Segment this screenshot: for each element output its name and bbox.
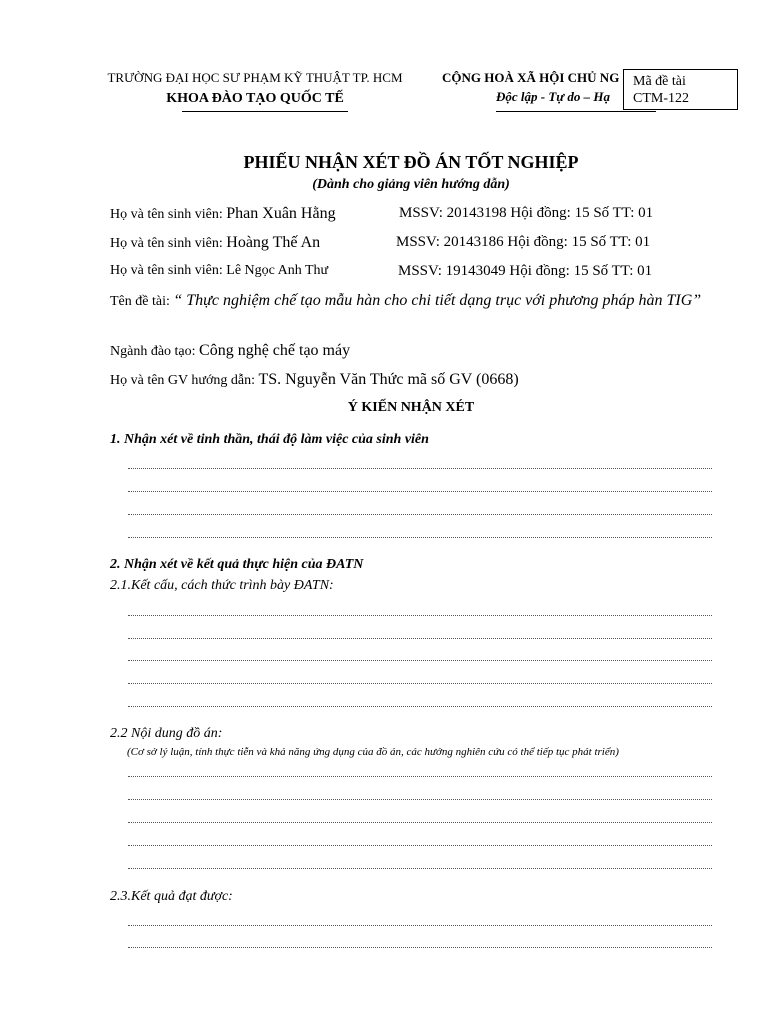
republic-name: CỘNG HOÀ XÃ HỘI CHỦ NG [442,70,620,85]
student-label: Họ và tên sinh viên: [110,236,227,251]
dotted-answer-line [128,845,712,846]
dotted-answer-line [128,947,712,948]
section-2-heading: 2. Nhận xét về kết quả thực hiện của ĐATN [110,557,364,572]
dotted-answer-line [128,537,712,538]
advisor-value: TS. Nguyễn Văn Thức mã số GV (0668) [258,371,519,388]
topic-value: “ Thực nghiệm chế tạo mẫu hàn cho chi tiết dạng trục với phương pháp hàn TIG” [173,292,702,309]
advisor-label: Họ và tên GV hướng dẫn: [110,373,259,388]
dotted-answer-line [128,776,712,777]
topic-code-value: CTM-122 [633,91,689,106]
student-label: Họ và tên sinh viên: [110,207,227,222]
document-subtitle: (Dành cho giảng viên hướng dẫn) [312,177,510,192]
national-motto: Độc lập - Tự do – Hạ [496,89,610,104]
major-label: Ngành đào tạo: [110,344,200,359]
dotted-answer-line [128,514,712,515]
topic-row [110,290,712,312]
student-info: MSSV: 20143186 Hội đồng: 15 Số TT: 01 [396,234,651,250]
faculty-underline [182,111,348,112]
comments-heading: Ý KIẾN NHẬN XÉT [347,400,475,415]
student-row [110,234,320,252]
advisor-row [110,371,519,389]
section-1-heading: 1. Nhận xét về tinh thần, thái độ làm việc của sinh viên [110,432,429,447]
section-2-3-heading: 2.3.Kết quả đạt được: [110,889,233,904]
dotted-answer-line [128,925,712,926]
student-info: MSSV: 19143049 Hội đồng: 15 Số TT: 01 [398,263,653,279]
student-name: Lê Ngọc Anh Thư [226,263,329,278]
student-name: Phan Xuân Hằng [226,205,336,222]
dotted-answer-line [128,868,712,869]
major-row [110,342,350,360]
topic-code-label: Mã đề tài [633,74,686,89]
student-label: Họ và tên sinh viên: [110,263,227,278]
document-title: PHIẾU NHẬN XÉT ĐỒ ÁN TỐT NGHIỆP [243,152,579,172]
student-info: MSSV: 20143198 Hội đồng: 15 Số TT: 01 [399,205,654,221]
dotted-answer-line [128,615,712,616]
dotted-answer-line [128,491,712,492]
dotted-answer-line [128,822,712,823]
section-2-2-heading: 2.2 Nội dung đồ án: [110,726,223,741]
section-2-1-heading: 2.1.Kết cấu, cách thức trình bày ĐATN: [110,578,334,593]
section-2-2-note: (Cơ sở lý luận, tính thực tiễn và khả năng ứng dụng của đồ án, các hướng nghiên cứu có thể tiếp tục phát triển) [127,746,619,758]
student-name: Hoàng Thế An [226,234,321,251]
major-value: Công nghệ chế tạo máy [199,342,351,359]
faculty-name: KHOA ĐÀO TẠO QUỐC TẾ [166,91,344,106]
dotted-answer-line [128,468,712,469]
topic-code-box [623,69,738,110]
dotted-answer-line [128,683,712,684]
dotted-answer-line [128,706,712,707]
student-row [110,205,336,223]
dotted-answer-line [128,638,712,639]
school-name: TRƯỜNG ĐẠI HỌC SƯ PHẠM KỸ THUẬT TP. HCM [107,70,403,85]
dotted-answer-line [128,660,712,661]
student-row [110,263,328,279]
motto-underline [496,111,656,112]
topic-label: Tên đề tài: [110,294,174,309]
dotted-answer-line [128,799,712,800]
